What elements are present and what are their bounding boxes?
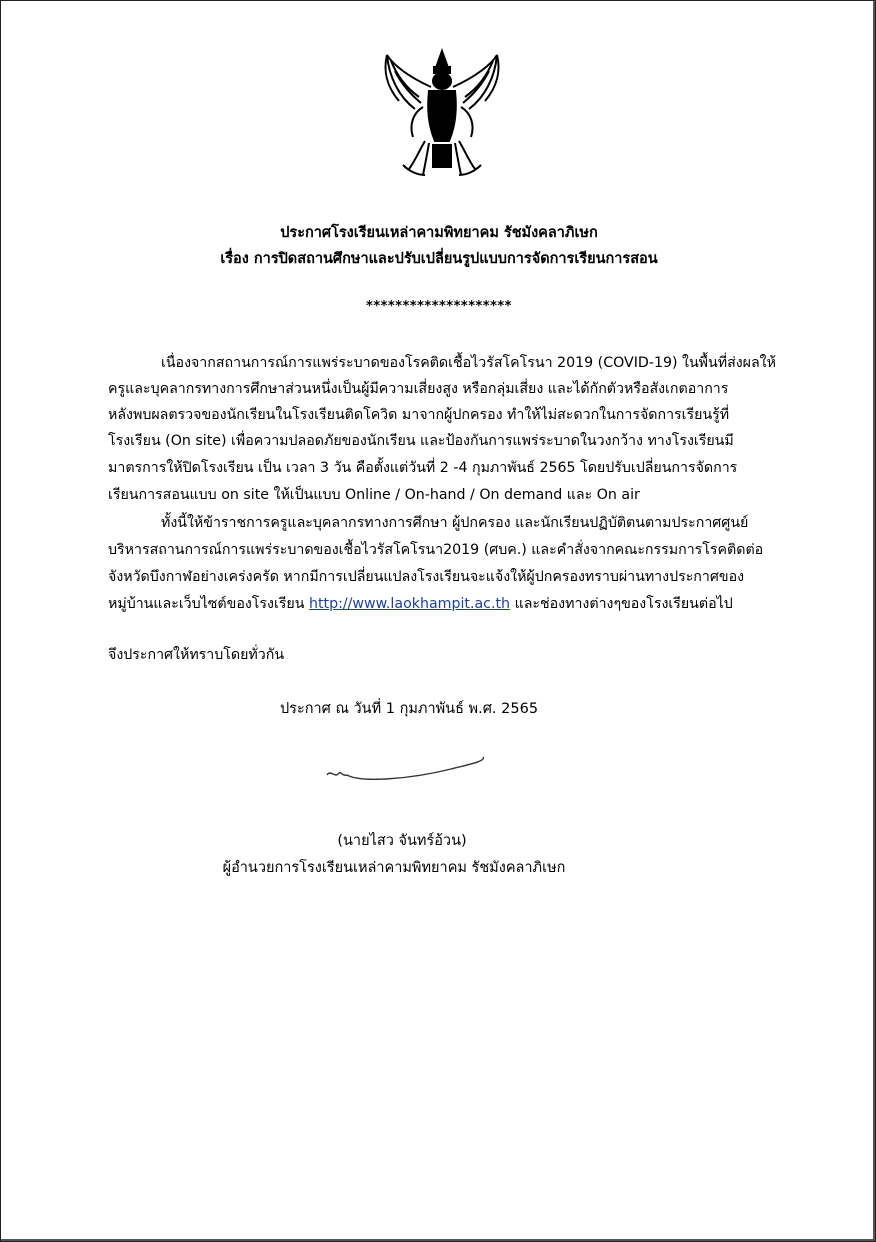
paragraph-2-line-1: ทั้งนี้ให้ข้าราชการครูและบุคลากรทางการศึกษา ผู้ปกครอง และนักเรียนปฏิบัติตนตามประกาศศูนย์	[161, 515, 749, 531]
closing-statement: จึงประกาศให้ทราบโดยทั่วกัน	[108, 647, 285, 663]
announcement-date: ประกาศ ณ วันที่ 1 กุมภาพันธ์ พ.ศ. 2565	[279, 701, 539, 717]
paragraph-1-line-1: เนื่องจากสถานการณ์การแพร่ระบาดของโรคติดเชื้อไวรัสโคโรนา 2019 (COVID-19) ในพื้นที่ส่งผลให้	[161, 355, 776, 371]
paragraph-1-line-3: หลังพบผลตรวจของนักเรียนในโรงเรียนติดโควิด มาจากผู้ปกครอง ทำให้ไม่สะดวกในการจัดการเรียนรู้ที่	[108, 407, 730, 423]
paragraph-2-line-3: จังหวัดบึงกาฬอย่างเคร่งครัด หากมีการเปลี่ยนแปลงโรงเรียนจะแจ้งให้ผู้ปกครองทราบผ่านทางประกาศของ	[108, 569, 745, 585]
signatory-name: (นายไสว จันทร์อ้วน)	[337, 833, 467, 849]
paragraph-2-line-4	[108, 594, 733, 614]
signatory-position: ผู้อำนวยการโรงเรียนเหล่าคามพิทยาคม รัชมังคลาภิเษก	[222, 860, 566, 876]
paragraph-1-line-6: เรียนการสอนแบบ on site ให้เป็นแบบ Online / On-hand / On demand และ On air	[108, 487, 640, 503]
paragraph-2-line-2: บริหารสถานการณ์การแพร่ระบาดของเชื้อไวรัสโคโรนา2019 (ศบค.) และคำสั่งจากคณะกรรมการโรคติดต่อ	[108, 542, 764, 558]
signature-mark	[321, 749, 491, 789]
announcement-title: ประกาศโรงเรียนเหล่าคามพิทยาคม รัชมังคลาภิเษก	[280, 225, 598, 241]
paragraph-1-line-5: มาตรการให้ปิดโรงเรียน เป็น เวลา 3 วัน คือตั้งแต่วันที่ 2 -4 กุมภาพันธ์ 2565 โดยปรับเปลี่ยนการจัดการ	[108, 460, 738, 476]
garuda-emblem-icon	[379, 47, 505, 179]
paragraph-1-line-2: ครูและบุคลากรทางการศึกษาส่วนหนึ่งเป็นผู้มีความเสี่ยงสูง หรือกลุ่มเสี่ยง และได้กักตัวหรือสังเกตอาการ	[108, 381, 729, 397]
paragraph-1-line-4: โรงเรียน (On site) เพื่อความปลอดภัยของนักเรียน และป้องกันการแพร่ระบาดในวงกว้าง ทางโรงเรียนมี	[108, 433, 734, 449]
announcement-subject: เรื่อง การปิดสถานศึกษาและปรับเปลี่ยนรูปแบบการจัดการเรียนการสอน	[220, 251, 658, 267]
school-website-link[interactable]: http://www.laokhampit.ac.th	[308, 596, 511, 612]
paragraph-2-line-4-prefix: หมู่บ้านและเว็บไซต์ของโรงเรียน	[108, 596, 309, 612]
paragraph-2-line-4-suffix: และช่องทางต่างๆของโรงเรียนต่อไป	[510, 596, 733, 612]
separator-line: ********************	[366, 299, 512, 314]
